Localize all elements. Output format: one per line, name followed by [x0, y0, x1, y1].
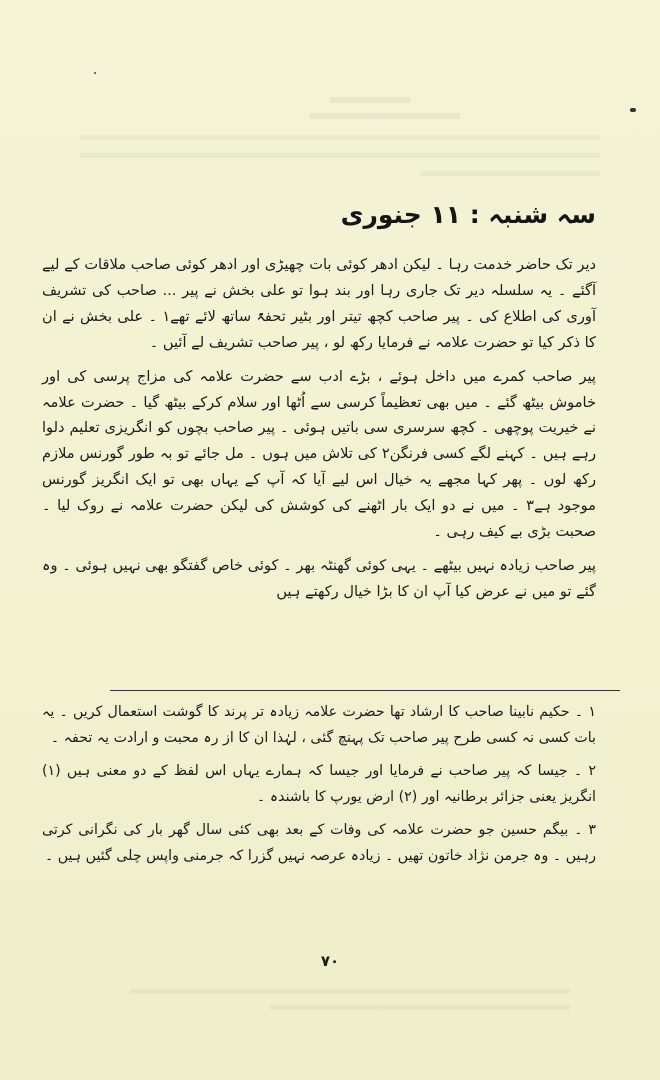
paragraph: دیر تک حاضر خدمت رہا ۔ لیکن ادھر کوئی بات چھیڑی اور ادھر کوئی صاحب ملاقات کے لیے آگئے ۔ یہ سلسلہ دیر تک جاری رہا اور بند ہوا تو علی بخش نے پیر ... صاحب کی تشریف آوری کی اطلاع کی ۔ پیر صاحب کچھ تیتر اور بٹیر تحفۃً ساتھ لائے تھے۱ ۔ علی بخش نے ان کا ذکر کیا تو حضرت علامہ نے فرمایا رکھ لو ، پیر صاحب تشریف لے آئیں ۔: [42, 256, 596, 351]
page-number: ۷۰: [320, 952, 340, 970]
body-text: [42, 252, 596, 613]
footnote: ۳ ۔ بیگم حسین جو حضرت علامہ کی وفات کے بعد بھی کئی سال گھر بار کی نگرانی کرتی رہیں ۔ وہ جرمن نژاد خاتون تھیں ۔ زیادہ عرصہ نہیں گزرا کہ جرمنی واپس چلی گئیں ہیں ۔: [42, 822, 596, 864]
paragraph: پیر صاحب زیادہ نہیں بیٹھے ۔ یہی کوئی گھنٹہ بھر ۔ کوئی خاص گفتگو بھی نہیں ہوئی ۔ وہ گئے تو میں نے عرض کیا آپ ان کا بڑا خیال رکھتے ہیں: [42, 556, 596, 600]
entry-heading: سہ شنبہ : ۱۱ جنوری: [340, 200, 596, 229]
bleed-through: [0, 95, 660, 185]
paper-speck: [94, 72, 96, 74]
footnotes: [42, 700, 596, 878]
bleed-through-bottom: [0, 985, 660, 1015]
footnote: ۱ ۔ حکیم نابینا صاحب کا ارشاد تھا حضرت علامہ زیادہ تر پرند کا گوشت استعمال کریں ۔ یہ بات کسی نہ کسی طرح پیر صاحب تک پہنچ گئی ، لہٰذا ان کا از رہ محبت و ارادت یہ تحفہ ۔: [42, 704, 596, 746]
paragraph: پیر صاحب کمرے میں داخل ہوئے ، بڑے ادب سے حضرت علامہ کی مزاج پرسی کی اور خاموش بیٹھ گئے ۔ میں بھی تعظیماً کرسی سے اُٹھا اور سلام کرکے بیٹھ گیا ۔ حضرت علامہ نے خیریت پوچھی ۔ کچھ سرسری سی باتیں ہوئی ۔ پیر صاحب بچوں کو انگریزی تعلیم دلوا رہے ہیں ۔ کہنے لگے کسی فرنگن۲ کی تلاش میں ہوں ۔ مل جائے تو بہ طور گورنس ملازم رکھ لوں ۔ پھر کہا مجھے یہ خیال اس لیے آیا کہ آپ کے یہاں بھی تو ایک انگریز گورنس موجود ہے۳ ۔ میں نے دو ایک بار اٹھنے کی کوشش کی لیکن حضرت علامہ نے روک لیا ۔ صحبت بڑی بے کیف رہی ۔: [42, 367, 596, 541]
footnote: ۲ ۔ جیسا کہ پیر صاحب نے فرمایا اور جیسا کہ ہمارے یہاں اس لفظ کے دو معنی ہیں (۱) انگریز یعنی جزائر برطانیہ اور (۲) ارض یورپ کا باشندہ ۔: [42, 763, 596, 805]
footnote-divider: [110, 690, 620, 691]
